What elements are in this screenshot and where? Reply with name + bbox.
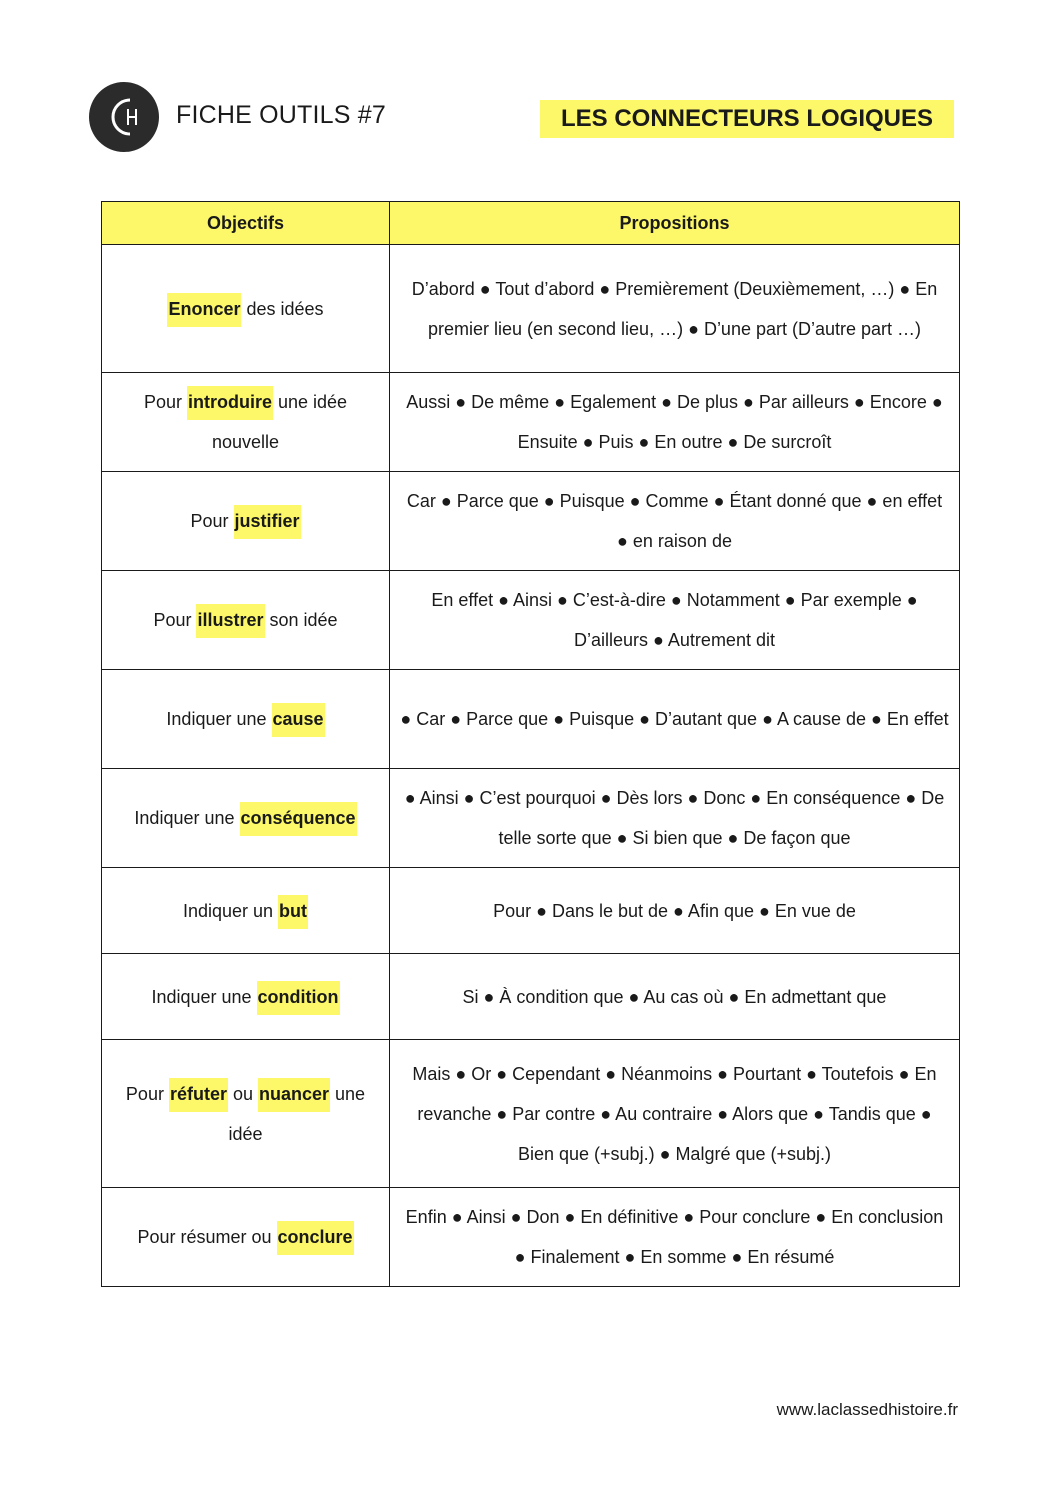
- objective-text: son idée: [264, 610, 338, 630]
- table-row: [102, 1040, 960, 1188]
- objective-cell: [102, 670, 390, 769]
- objective-text: Pour: [125, 1083, 169, 1104]
- objective-keyword: réfuter: [169, 1078, 228, 1112]
- objective-keyword: conclure: [277, 1221, 354, 1255]
- table-row: [102, 769, 960, 868]
- propositions-cell: ● Car ● Parce que ● Puisque ● D’autant que ● A cause de ● En effet: [390, 670, 960, 769]
- objective-cell: [102, 373, 390, 472]
- table-row: [102, 1188, 960, 1287]
- propositions-cell: Aussi ● De même ● Egalement ● De plus ● Par ailleurs ● Encore ● Ensuite ● Puis ● En outre ● De surcroît: [390, 373, 960, 472]
- objective-cell: [102, 868, 390, 954]
- objective-cell: [102, 769, 390, 868]
- propositions-cell: D’abord ● Tout d’abord ● Premièrement (Deuxièmement, …) ● En premier lieu (en second lieu, …) ● D’une part (D’autre part …): [390, 245, 960, 373]
- objective-cell: [102, 245, 390, 373]
- table-row: [102, 571, 960, 670]
- logo-icon: [89, 82, 159, 152]
- header-propositions: Propositions: [390, 202, 960, 245]
- objective-text: une idée nouvelle: [211, 392, 348, 452]
- objective-keyword: but: [278, 895, 308, 929]
- propositions-cell: ● Ainsi ● C’est pourquoi ● Dès lors ● Donc ● En conséquence ● De telle sorte que ● Si bien que ● De façon que: [390, 769, 960, 868]
- table-row: [102, 954, 960, 1040]
- objective-text: Indiquer une: [134, 808, 240, 828]
- propositions-cell: Pour ● Dans le but de ● Afin que ● En vue de: [390, 868, 960, 954]
- table-row: [102, 670, 960, 769]
- header-objectifs: Objectifs: [102, 202, 390, 245]
- table-row: [102, 245, 960, 373]
- objective-text: Pour: [143, 392, 187, 412]
- objective-cell: [102, 571, 390, 670]
- table-row: [102, 868, 960, 954]
- page-title: LES CONNECTEURS LOGIQUES: [540, 100, 954, 138]
- fiche-label: FICHE OUTILS #7: [176, 101, 386, 129]
- table-row: [102, 472, 960, 571]
- objective-text: Pour résumer ou: [137, 1227, 277, 1247]
- objective-text: Pour: [153, 610, 197, 630]
- logo: [89, 82, 159, 152]
- objective-text: Indiquer une: [151, 986, 257, 1007]
- objective-text: ou: [227, 1083, 258, 1104]
- propositions-cell: Enfin ● Ainsi ● Don ● En définitive ● Pour conclure ● En conclusion ● Finalement ● En somme ● En résumé: [390, 1188, 960, 1287]
- connectors-table: [101, 201, 960, 1287]
- objective-cell: [102, 1040, 390, 1188]
- objective-cell: [102, 1188, 390, 1287]
- objective-keyword: Enoncer: [167, 293, 241, 327]
- propositions-cell: Si ● À condition que ● Au cas où ● En admettant que: [390, 954, 960, 1040]
- objective-cell: [102, 954, 390, 1040]
- website-link[interactable]: www.laclassedhistoire.fr: [776, 1400, 958, 1419]
- propositions-cell: Mais ● Or ● Cependant ● Néanmoins ● Pourtant ● Toutefois ● En revanche ● Par contre ● Au contraire ● Alors que ● Tandis que ● Bien que (+subj.) ● Malgré que (+subj.): [390, 1040, 960, 1188]
- propositions-cell: En effet ● Ainsi ● C’est-à-dire ● Notamment ● Par exemple ● D’ailleurs ● Autrement dit: [390, 571, 960, 670]
- objective-text: Indiquer un: [182, 900, 279, 921]
- objective-text: Indiquer une: [166, 709, 272, 729]
- objective-text: Pour: [190, 511, 234, 531]
- objective-keyword: introduire: [187, 386, 273, 420]
- objective-text: des idées: [241, 298, 324, 319]
- objective-cell: [102, 472, 390, 571]
- table-header-row: [102, 202, 960, 245]
- objective-keyword: cause: [272, 703, 325, 737]
- table-body: [102, 245, 960, 1287]
- objective-keyword: illustrer: [196, 604, 264, 638]
- objective-keyword: nuancer: [258, 1078, 330, 1112]
- table-row: [102, 373, 960, 472]
- propositions-cell: Car ● Parce que ● Puisque ● Comme ● Étant donné que ● en effet ● en raison de: [390, 472, 960, 571]
- objective-keyword: condition: [257, 981, 340, 1015]
- objective-keyword: justifier: [234, 505, 301, 539]
- objective-text: une idée: [228, 1083, 366, 1144]
- objective-keyword: conséquence: [240, 802, 357, 836]
